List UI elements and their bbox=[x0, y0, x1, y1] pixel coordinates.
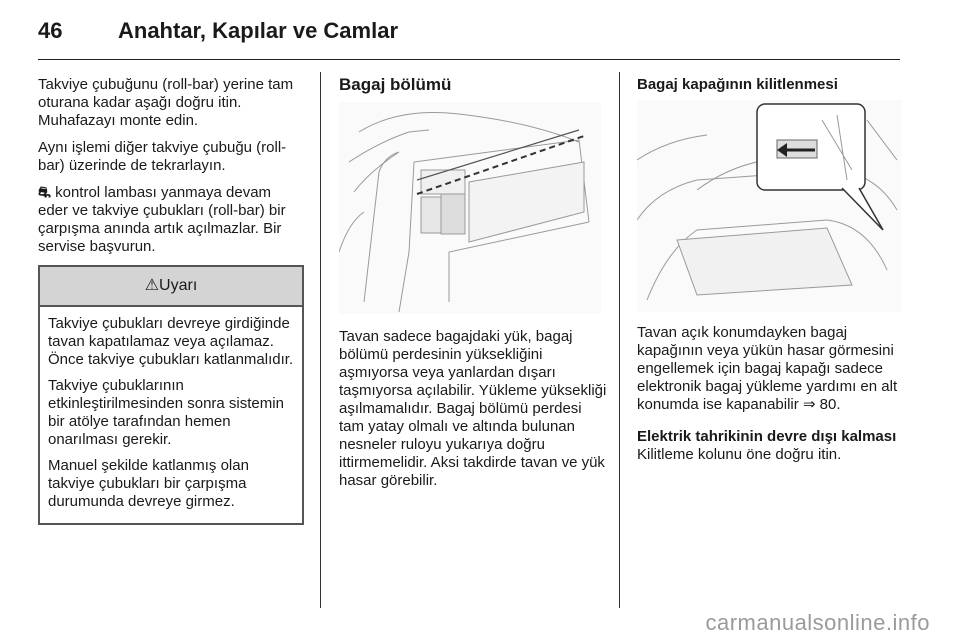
column-1 bbox=[38, 76, 304, 525]
luggage-compartment-illustration bbox=[339, 102, 601, 314]
paragraph-text: kontrol lambası yanmaya devam eder ve takviye çubukları (roll-bar) bir çarpışma anında artık açılmazlar. Bir servise başvurun. bbox=[38, 184, 286, 255]
paragraph: Takviye çubuğunu (roll-bar) yerine tam oturana kadar aşağı doğru itin. Muhafazayı monte edin. bbox=[38, 76, 294, 129]
section-title: Bagaj kapağının kilitlenmesi bbox=[637, 76, 838, 93]
page-title: Anahtar, Kapılar ve Camlar bbox=[118, 18, 399, 43]
column-divider bbox=[619, 72, 620, 608]
watermark: carmanualsonline.info bbox=[705, 610, 930, 635]
warning-box bbox=[38, 265, 304, 525]
warning-paragraph: Manuel şekilde katlanmış olan takviye çubukları bir çarpışma durumunda devreye girmez. bbox=[48, 457, 249, 510]
warning-paragraph: Takviye çubuklarının etkinleştirilmesinden sonra sistemin bir atölye tarafından hemen onarılması gerekir. bbox=[48, 377, 284, 448]
paragraph bbox=[38, 184, 304, 256]
paragraph: Kilitleme kolunu öne doğru itin. bbox=[637, 446, 842, 463]
page-reference: 80. bbox=[815, 396, 841, 413]
page-number: 46 bbox=[38, 18, 63, 43]
paragraph-text: Tavan açık konumdayken bagaj kapağının veya yükün hasar görmesini engellemek için bagaj kapağı sadece elektronik bagaj yükleme yardımı en alt konumda ise kapanabilir bbox=[637, 324, 898, 413]
warning-triangle-icon: ⚠ bbox=[144, 277, 160, 294]
column-divider bbox=[320, 72, 321, 608]
paragraph: Tavan sadece bagajdaki yük, bagaj bölümü perdesinin yüksekliğini aşmıyorsa veya yanlardan dışarı taşmıyorsa açılabilir. Yükleme yüksekliği aşılmamalıdır. Bagaj bölümü perdesi tam yatay olmalı ve altında bulunan nesneler ruloyu yukarıya doğru ittirmemelidir. Aksi takdirde tavan ve yük hasar görebilir. bbox=[339, 328, 607, 489]
page-reference-icon: ⇒ bbox=[802, 396, 816, 413]
paragraph bbox=[637, 324, 902, 414]
trunk-lid-lock-illustration bbox=[637, 100, 901, 312]
warning-body bbox=[40, 307, 302, 523]
warning-header bbox=[40, 267, 302, 307]
paragraph: Aynı işlemi diğer takviye çubuğu (roll-bar) üzerinde de tekrarlayın. bbox=[38, 139, 287, 174]
section-title: Bagaj bölümü bbox=[339, 75, 452, 94]
column-3 bbox=[637, 76, 902, 473]
seat-belt-warning-icon: ⛐ bbox=[38, 184, 51, 201]
warning-paragraph: Takviye çubukları devreye girdiğinde tavan kapatılamaz veya açılamaz. Önce takviye çubukları katlanmalıdır. bbox=[48, 315, 294, 368]
header-rule bbox=[38, 59, 900, 60]
column-2 bbox=[339, 76, 607, 499]
section-subtitle: Elektrik tahrikinin devre dışı kalması bbox=[637, 428, 897, 445]
warning-title: Uyarı bbox=[159, 277, 198, 294]
